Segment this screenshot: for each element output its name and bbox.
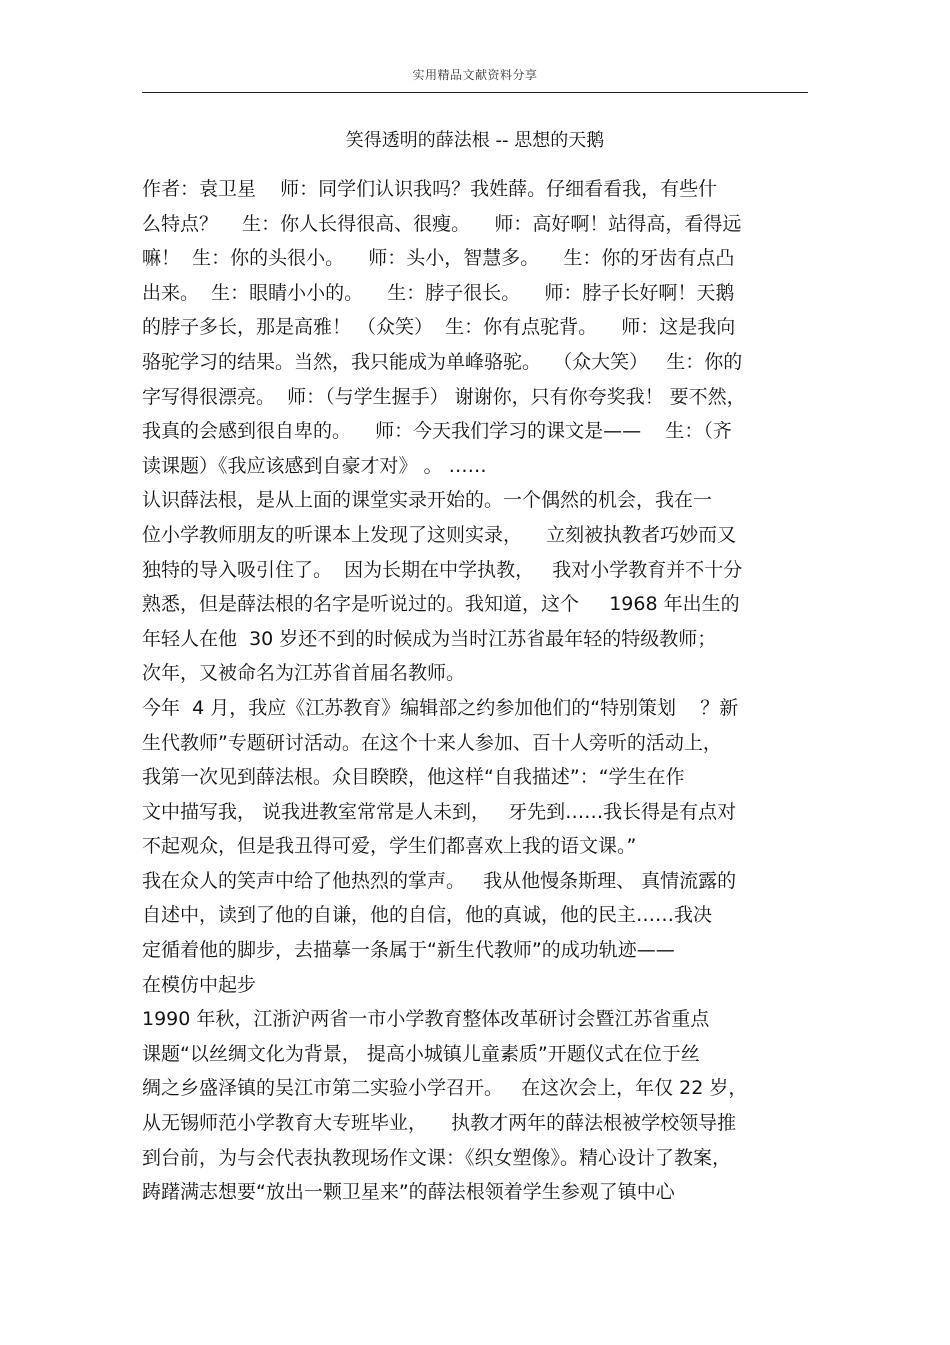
text-line: 读课题）《我应该感到自豪才对》 。 ……	[142, 454, 487, 477]
text-line: 位小学教师朋友的听课本上发现了这则实录， 立刻被执教者巧妙而又	[142, 523, 737, 546]
text-line: 课题“以丝绸文化为背景， 提高小城镇儿童素质”开题仪式在位于丝	[142, 1042, 700, 1065]
text-line: 今年 4 月，我应《江苏教育》编辑部之约参加他们的“特别策划 ？新	[142, 696, 739, 719]
page-header: 实用精品文献资料分享	[412, 68, 538, 82]
section-heading: 在模仿中起步	[142, 973, 257, 996]
text-line: 嘛！ 生：你的头很小。 师：头小，智慧多。 生：你的牙齿有点凸	[142, 247, 735, 270]
text-line: 定循着他的脚步，去描摹一条属于“新生代教师”的成功轨迹——	[142, 939, 675, 962]
header-divider	[142, 92, 808, 93]
text-line: 骆驼学习的结果。当然，我只能成为单峰骆驼。 （众大笑） 生：你的	[142, 350, 743, 373]
text-line: 我在众人的笑声中给了他热烈的掌声。 我从他慢条斯理、 真情流露的	[142, 869, 737, 892]
text-line: 独特的导入吸引住了。 因为长期在中学执教， 我对小学教育并不十分	[142, 558, 743, 581]
text-line: 字写得很漂亮。 师：（与学生握手） 谢谢你，只有你夸奖我！ 要不然，	[142, 385, 746, 408]
text-line: 熟悉，但是薛法根的名字是听说过的。我知道，这个 1968 年出生的	[142, 593, 740, 616]
text-line: 从无锡师范小学教育大专班毕业， 执教才两年的薛法根被学校领导推	[142, 1112, 737, 1135]
text-line: 次年，又被命名为江苏省首届名教师。	[142, 662, 466, 685]
text-line: 出来。 生：眼睛小小的。 生：脖子很长。 师：脖子长好啊！天鹅	[142, 281, 735, 304]
document-body	[142, 172, 822, 1210]
text-line: 自述中，读到了他的自谦，他的自信，他的真诚，他的民主……我决	[142, 904, 713, 927]
text-line: 认识薛法根，是从上面的课堂实录开始的。一个偶然的机会，我在一	[142, 489, 713, 512]
text-line: 踌躇满志想要“放出一颗卫星来”的薛法根领着学生参观了镇中心	[142, 1181, 675, 1204]
text-line: 1990 年秋，江浙沪两省一市小学教育整体改革研讨会暨江苏省重点	[142, 1008, 710, 1031]
text-line: 生代教师”专题研讨活动。在这个十来人参加、百十人旁听的活动上，	[142, 731, 722, 754]
text-line: 到台前，为与会代表执教现场作文课：《织女塑像》。精心设计了教案，	[142, 1146, 732, 1169]
text-line: 绸之乡盛泽镇的吴江市第二实验小学召开。 在这次会上，年仅 22 岁，	[142, 1077, 748, 1100]
text-line: 么特点？ 生：你人长得很高、很瘦。 师：高好啊！站得高，看得远	[142, 212, 742, 235]
document-title: 笑得透明的薛法根 -- 思想的天鹅	[345, 130, 605, 151]
text-line: 我第一次见到薛法根。众目睽睽，他这样“自我描述”：“学生在作	[142, 766, 685, 789]
text-line: 不起观众，但是我丑得可爱，学生们都喜欢上我的语文课。”	[142, 835, 637, 858]
text-line: 年轻人在他 30 岁还不到的时候成为当时江苏省最年轻的特级教师；	[142, 627, 717, 650]
text-line: 的脖子多长，那是高雅！ （众笑） 生：你有点驼背。 师：这是我向	[142, 316, 736, 339]
text-line: 作者：袁卫星 师：同学们认识我吗？我姓薛。仔细看看我，有些什	[142, 178, 718, 200]
text-line: 文中描写我， 说我进教室常常是人未到， 牙先到……我长得是有点对	[142, 800, 737, 823]
text-line: 我真的会感到很自卑的。 师：今天我们学习的课文是—— 生：（齐	[142, 420, 732, 443]
